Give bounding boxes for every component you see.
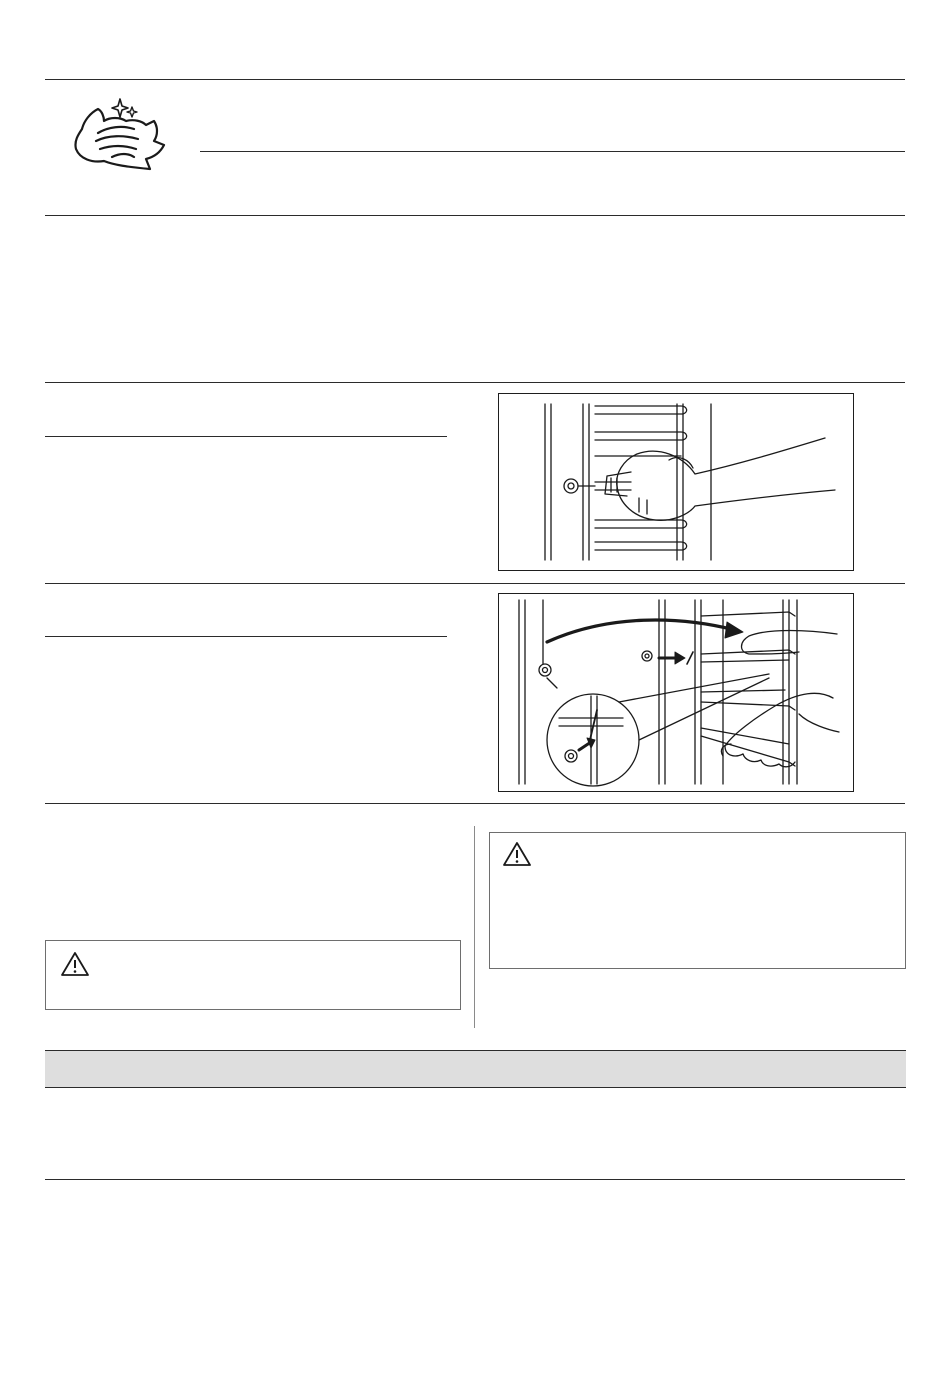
cleaning-hand-cloth-icon (68, 95, 172, 173)
bottom-rule (45, 1179, 905, 1180)
illustration-shelf-support-rear (498, 593, 854, 792)
step1-top-rule (45, 382, 905, 383)
hand-pulling-shelf-support-icon (499, 394, 853, 570)
step2-heading-rule (45, 636, 447, 637)
warning-triangle-icon (502, 841, 532, 867)
header-title-rule (200, 151, 905, 152)
step1-heading-rule (45, 436, 447, 437)
warning-box-right (489, 832, 906, 969)
hand-lifting-shelf-support-icon (499, 594, 853, 791)
step2-top-rule (45, 583, 905, 584)
top-rule (45, 79, 905, 80)
warning-triangle-icon (60, 951, 90, 977)
column-divider (474, 826, 475, 1028)
illustration-shelf-support-front (498, 393, 854, 571)
step3-top-rule (45, 803, 905, 804)
warning-box-left (45, 940, 461, 1010)
section-heading-band (45, 1050, 906, 1088)
header-bottom-rule (45, 215, 905, 216)
